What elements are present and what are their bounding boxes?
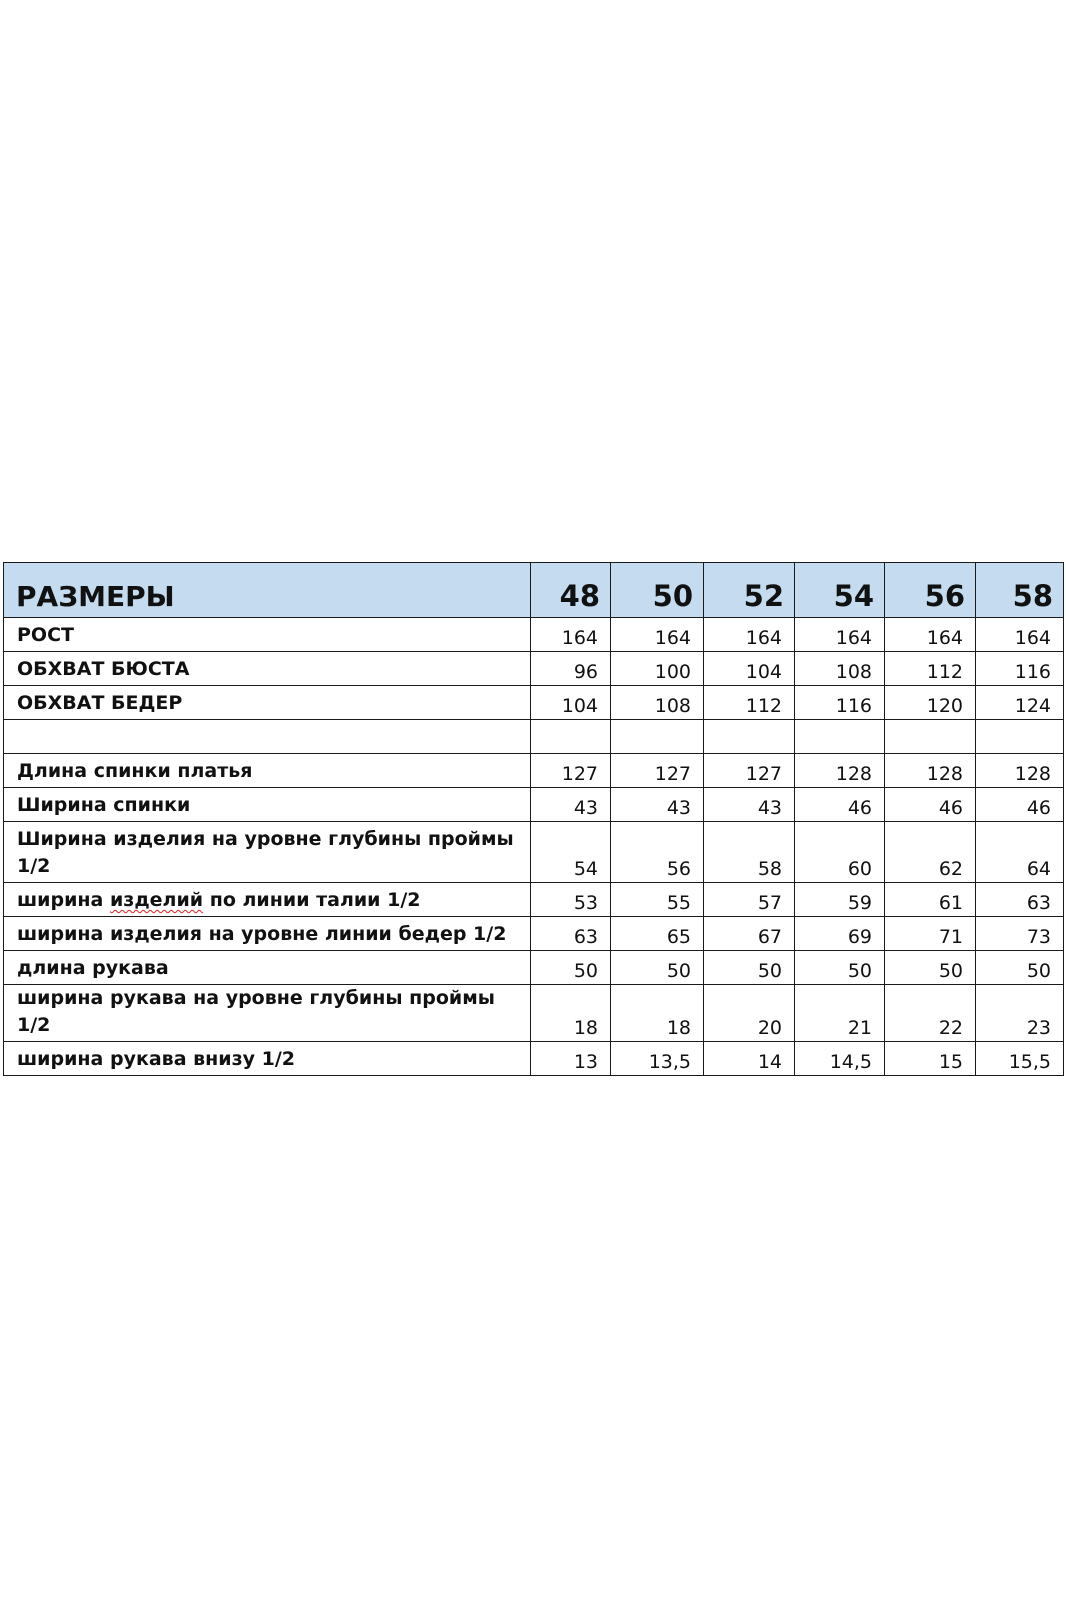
table-row	[4, 754, 1064, 788]
table-cell: 23	[976, 985, 1064, 1042]
table-cell: 15	[885, 1042, 976, 1076]
table-cell: 18	[531, 985, 611, 1042]
table-cell: 21	[795, 985, 885, 1042]
table-cell: 96	[531, 652, 611, 686]
row-label: ОБХВАТ БЮСТА	[4, 652, 531, 686]
table-cell: 57	[704, 883, 795, 917]
table-cell: 104	[704, 652, 795, 686]
table-row	[4, 917, 1064, 951]
table-cell: 62	[885, 822, 976, 883]
table-cell: 15,5	[976, 1042, 1064, 1076]
table-cell: 14	[704, 1042, 795, 1076]
size-header-52: 52	[704, 563, 795, 618]
table-cell	[795, 720, 885, 754]
table-cell: 43	[704, 788, 795, 822]
table-row	[4, 686, 1064, 720]
row-label: ширина изделия на уровне линии бедер 1/2	[4, 917, 531, 951]
row-label: РОСТ	[4, 618, 531, 652]
sizes-header-label: РАЗМЕРЫ	[4, 563, 531, 618]
table-cell	[611, 720, 704, 754]
table-cell: 112	[704, 686, 795, 720]
row-label	[4, 720, 531, 754]
row-label: Ширина изделия на уровне глубины проймы 1/2	[4, 822, 531, 883]
table-cell: 128	[976, 754, 1064, 788]
table-cell: 65	[611, 917, 704, 951]
row-label	[4, 883, 531, 917]
table-cell: 53	[531, 883, 611, 917]
table-cell: 73	[976, 917, 1064, 951]
table-cell: 164	[795, 618, 885, 652]
row-label-post: по линии талии 1/2	[203, 889, 421, 911]
table-cell: 13	[531, 1042, 611, 1076]
row-label: длина рукава	[4, 951, 531, 985]
table-cell: 60	[795, 822, 885, 883]
table-cell: 43	[531, 788, 611, 822]
table-cell: 46	[795, 788, 885, 822]
table-cell: 69	[795, 917, 885, 951]
header-row	[4, 563, 1064, 618]
table-cell: 116	[795, 686, 885, 720]
table-cell: 124	[976, 686, 1064, 720]
table-cell: 128	[795, 754, 885, 788]
table-cell: 50	[704, 951, 795, 985]
table-cell: 164	[531, 618, 611, 652]
table-cell: 14,5	[795, 1042, 885, 1076]
table-cell	[704, 720, 795, 754]
row-label: ОБХВАТ БЕДЕР	[4, 686, 531, 720]
table-cell: 55	[611, 883, 704, 917]
empty-row	[4, 720, 1064, 754]
table-cell: 108	[795, 652, 885, 686]
table-cell: 116	[976, 652, 1064, 686]
table-cell: 127	[611, 754, 704, 788]
table-row	[4, 883, 1064, 917]
table-cell: 59	[795, 883, 885, 917]
table-cell: 64	[976, 822, 1064, 883]
size-header-48: 48	[531, 563, 611, 618]
table-cell: 108	[611, 686, 704, 720]
table-cell: 164	[976, 618, 1064, 652]
table-cell: 46	[885, 788, 976, 822]
table-cell: 164	[704, 618, 795, 652]
table-cell: 67	[704, 917, 795, 951]
table-cell: 56	[611, 822, 704, 883]
table-cell: 43	[611, 788, 704, 822]
table-cell: 127	[531, 754, 611, 788]
table-cell: 63	[976, 883, 1064, 917]
size-chart-table	[3, 562, 1064, 1076]
table-cell: 71	[885, 917, 976, 951]
table-cell: 46	[976, 788, 1064, 822]
table-row	[4, 822, 1064, 883]
table-cell: 104	[531, 686, 611, 720]
table-cell	[885, 720, 976, 754]
row-label: ширина рукава на уровне глубины проймы 1/2	[4, 985, 531, 1042]
table-cell: 61	[885, 883, 976, 917]
table-cell: 112	[885, 652, 976, 686]
table-cell: 58	[704, 822, 795, 883]
table-cell: 63	[531, 917, 611, 951]
table-cell: 120	[885, 686, 976, 720]
table-cell: 50	[611, 951, 704, 985]
table-cell: 13,5	[611, 1042, 704, 1076]
table-cell: 50	[976, 951, 1064, 985]
table-cell: 164	[611, 618, 704, 652]
table-row	[4, 652, 1064, 686]
row-label-misspelled-word: изделий	[109, 889, 204, 911]
table-cell: 50	[885, 951, 976, 985]
size-header-50: 50	[611, 563, 704, 618]
table-cell: 100	[611, 652, 704, 686]
table-cell: 20	[704, 985, 795, 1042]
table-row	[4, 951, 1064, 985]
row-label: ширина рукава внизу 1/2	[4, 1042, 531, 1076]
table-cell: 128	[885, 754, 976, 788]
table-row	[4, 618, 1064, 652]
size-header-56: 56	[885, 563, 976, 618]
table-cell: 164	[885, 618, 976, 652]
table-cell	[976, 720, 1064, 754]
size-header-58: 58	[976, 563, 1064, 618]
table-cell: 54	[531, 822, 611, 883]
size-header-54: 54	[795, 563, 885, 618]
table-cell: 22	[885, 985, 976, 1042]
table-row	[4, 1042, 1064, 1076]
table-cell	[531, 720, 611, 754]
table-row	[4, 985, 1064, 1042]
table-cell: 50	[531, 951, 611, 985]
row-label: Длина спинки платья	[4, 754, 531, 788]
table-cell: 50	[795, 951, 885, 985]
row-label: Ширина спинки	[4, 788, 531, 822]
row-label-pre: ширина	[17, 889, 110, 911]
table-cell: 127	[704, 754, 795, 788]
table-row	[4, 788, 1064, 822]
table-cell: 18	[611, 985, 704, 1042]
